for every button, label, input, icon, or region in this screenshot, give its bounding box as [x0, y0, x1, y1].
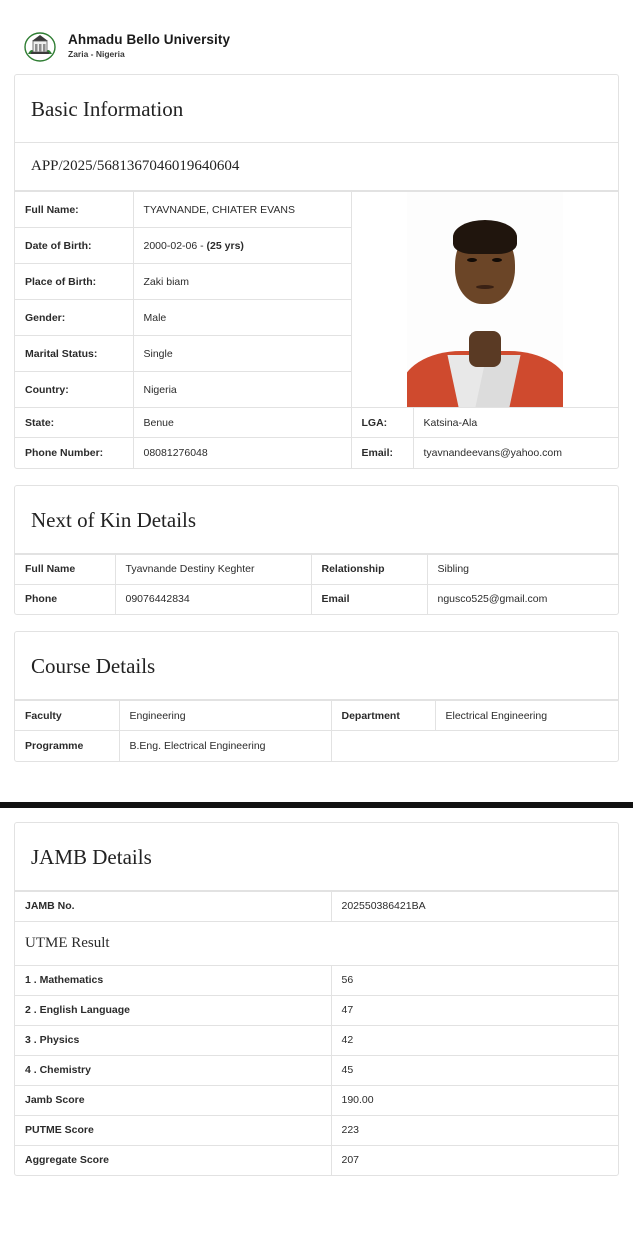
lga-label: LGA:	[351, 408, 413, 438]
programme-value: B.Eng. Electrical Engineering	[119, 731, 331, 761]
place-of-birth-value: Zaki biam	[133, 264, 351, 300]
state-label: State:	[15, 408, 133, 438]
nok-phone-label: Phone	[15, 584, 115, 614]
department-label: Department	[331, 701, 435, 731]
table-row	[15, 731, 618, 761]
department-value: Electrical Engineering	[435, 701, 618, 731]
jamb-details-title: JAMB Details	[15, 823, 618, 891]
nok-email-label: Email	[311, 584, 427, 614]
page-break-divider	[0, 802, 633, 808]
table-row	[15, 438, 618, 468]
gender-value: Male	[133, 300, 351, 336]
jamb-number-label: JAMB No.	[15, 891, 331, 921]
phone-number-value: 08081276048	[133, 438, 351, 468]
subject-2-label: 2 . English Language	[15, 995, 331, 1025]
marital-status-value: Single	[133, 336, 351, 372]
date-of-birth-label: Date of Birth:	[15, 228, 133, 264]
programme-label: Programme	[15, 731, 119, 761]
country-value: Nigeria	[133, 372, 351, 408]
university-location: Zaria - Nigeria	[68, 48, 125, 59]
table-row	[15, 1025, 618, 1055]
basic-information-table	[15, 191, 618, 468]
state-value: Benue	[133, 408, 351, 438]
applicant-photo-cell	[351, 192, 618, 408]
table-row	[15, 1055, 618, 1085]
table-row	[15, 965, 618, 995]
table-row	[15, 891, 618, 921]
nok-full-name-label: Full Name	[15, 554, 115, 584]
lga-value: Katsina-Ala	[413, 408, 618, 438]
next-of-kin-title: Next of Kin Details	[15, 486, 618, 554]
date-of-birth-value	[133, 228, 351, 264]
document-header	[0, 0, 633, 74]
table-row	[15, 995, 618, 1025]
subject-4-score: 45	[331, 1055, 618, 1085]
table-row	[15, 584, 618, 614]
programme-empty-cell	[331, 731, 618, 761]
email-label: Email:	[351, 438, 413, 468]
next-of-kin-table	[15, 554, 618, 615]
full-name-value: TYAVNANDE, CHIATER EVANS	[133, 192, 351, 228]
basic-information-card	[14, 74, 619, 469]
university-identity	[68, 32, 230, 59]
faculty-label: Faculty	[15, 701, 119, 731]
next-of-kin-card	[14, 485, 619, 616]
putme-score-label: PUTME Score	[15, 1115, 331, 1145]
university-name: Ahmadu Bello University	[68, 32, 231, 48]
aggregate-score-value: 207	[331, 1145, 618, 1175]
table-row	[15, 701, 618, 731]
nok-email-value: ngusco525@gmail.com	[427, 584, 618, 614]
university-crest-icon	[22, 28, 58, 64]
table-row	[15, 1085, 618, 1115]
table-row	[15, 1145, 618, 1175]
applicant-passport-photo	[407, 192, 563, 407]
email-value: tyavnandeevans@yahoo.com	[413, 438, 618, 468]
jamb-details-card	[14, 822, 619, 1177]
phone-number-label: Phone Number:	[15, 438, 133, 468]
course-details-table	[15, 700, 618, 761]
country-label: Country:	[15, 372, 133, 408]
course-details-card	[14, 631, 619, 762]
subject-1-label: 1 . Mathematics	[15, 965, 331, 995]
putme-score-value: 223	[331, 1115, 618, 1145]
subject-3-label: 3 . Physics	[15, 1025, 331, 1055]
subject-2-score: 47	[331, 995, 618, 1025]
nok-relationship-value: Sibling	[427, 554, 618, 584]
nok-phone-value: 09076442834	[115, 584, 311, 614]
marital-status-label: Marital Status:	[15, 336, 133, 372]
jamb-number-value: 202550386421BA	[331, 891, 618, 921]
basic-information-title: Basic Information	[15, 75, 618, 143]
dob-age: (25 yrs)	[206, 239, 244, 252]
subject-3-score: 42	[331, 1025, 618, 1055]
utme-result-header-row	[15, 921, 618, 965]
table-row	[15, 192, 618, 228]
gender-label: Gender:	[15, 300, 133, 336]
nok-relationship-label: Relationship	[311, 554, 427, 584]
utme-result-title: UTME Result	[15, 921, 618, 965]
subject-1-score: 56	[331, 965, 618, 995]
jamb-score-value: 190.00	[331, 1085, 618, 1115]
course-details-title: Course Details	[15, 632, 618, 700]
jamb-details-table	[15, 891, 618, 1176]
nok-full-name-value: Tyavnande Destiny Keghter	[115, 554, 311, 584]
subject-4-label: 4 . Chemistry	[15, 1055, 331, 1085]
application-number: APP/2025/5681367046019640604	[15, 143, 618, 191]
aggregate-score-label: Aggregate Score	[15, 1145, 331, 1175]
table-row	[15, 408, 618, 438]
full-name-label: Full Name:	[15, 192, 133, 228]
table-row	[15, 554, 618, 584]
place-of-birth-label: Place of Birth:	[15, 264, 133, 300]
faculty-value: Engineering	[119, 701, 331, 731]
table-row	[15, 1115, 618, 1145]
dob-date: 2000-02-06 -	[143, 239, 207, 252]
jamb-score-label: Jamb Score	[15, 1085, 331, 1115]
